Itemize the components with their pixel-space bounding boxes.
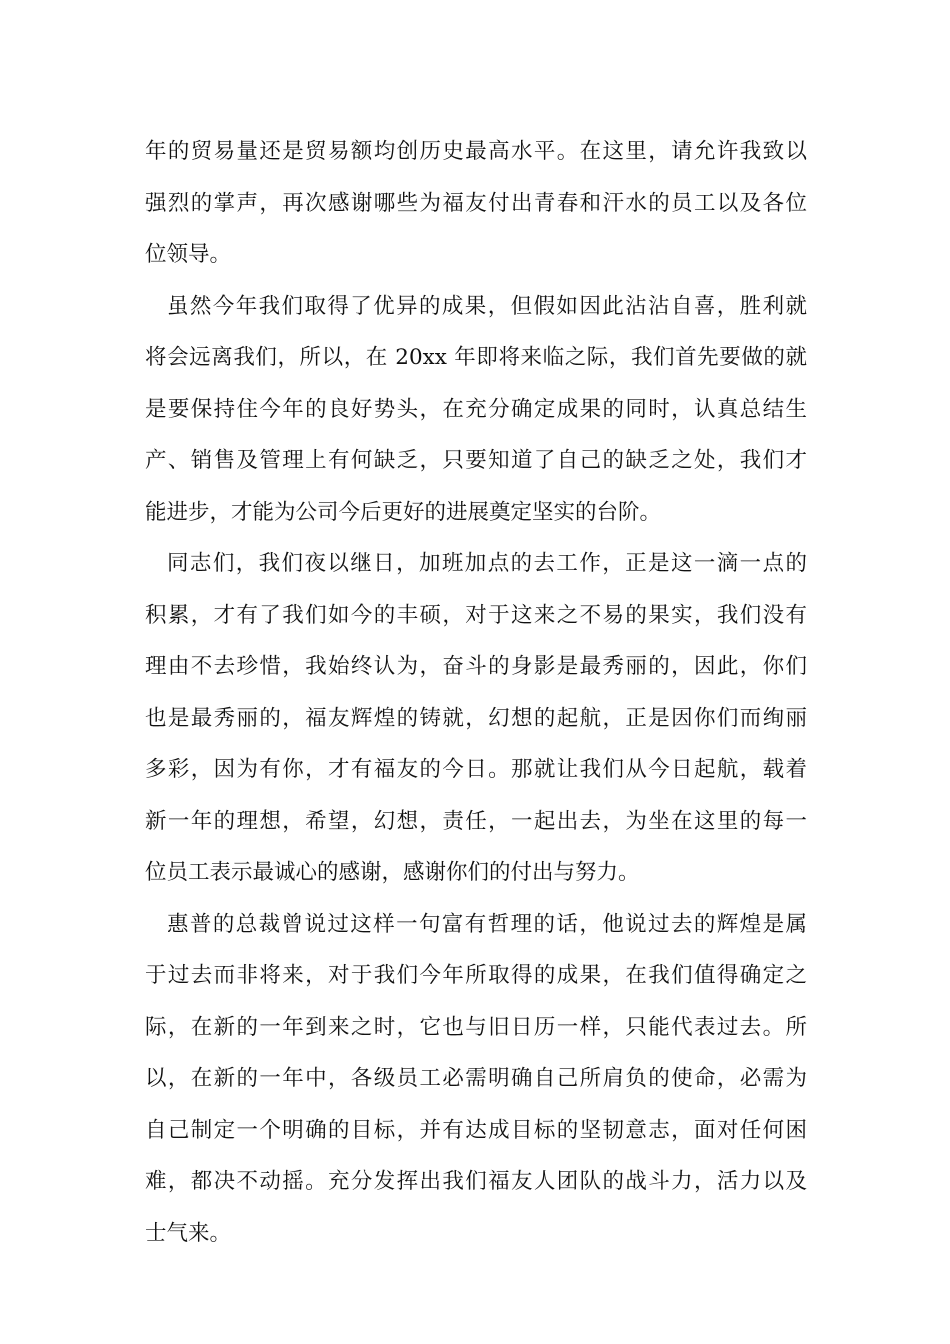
text-line: 际，在新的一年到来之时，它也与旧日历一样，只能代表过去。所 bbox=[145, 1014, 807, 1040]
text-line: 位员工表示最诚心的感谢，感谢你们的付出与努力。 bbox=[145, 860, 640, 885]
text-line: 也是最秀丽的，福友辉煌的铸就，幻想的起航，正是因你们而绚丽 bbox=[145, 705, 807, 731]
text-line: 积累，才有了我们如今的丰硕，对于这来之不易的果实，我们没有 bbox=[145, 602, 807, 628]
paragraph bbox=[145, 126, 807, 281]
paragraph bbox=[145, 281, 807, 539]
text-line: 位领导。 bbox=[145, 242, 232, 267]
text-line: 难，都决不动摇。充分发挥出我们福友人团队的战斗力，活力以及 bbox=[145, 1169, 807, 1194]
paragraph bbox=[145, 538, 807, 899]
text-line: 新一年的理想，希望，幻想，责任，一起出去，为坐在这里的每一 bbox=[145, 808, 807, 834]
text-line: 是要保持住今年的良好势头，在充分确定成果的同时，认真总结生 bbox=[145, 396, 807, 422]
text-line: 产、销售及管理上有何缺乏，只要知道了自己的缺乏之处，我们才 bbox=[145, 448, 807, 473]
text-line: 强烈的掌声，再次感谢哪些为福友付出青春和汗水的员工以及各位 bbox=[145, 190, 807, 216]
text-line: 惠普的总裁曾说过这样一句富有哲理的话，他说过去的辉煌是属 bbox=[167, 911, 807, 937]
text-line: 虽然今年我们取得了优异的成果，但假如因此沾沾自喜，胜利就 bbox=[167, 293, 807, 319]
text-line: 士气来。 bbox=[145, 1220, 232, 1246]
paragraph bbox=[145, 899, 807, 1260]
document-body bbox=[145, 126, 807, 1259]
text-line: 于过去而非将来，对于我们今年所取得的成果，在我们值得确定之 bbox=[145, 963, 807, 988]
text-line: 将会远离我们，所以，在 20xx 年即将来临之际，我们首先要做的就 bbox=[145, 345, 807, 370]
text-line: 同志们，我们夜以继日，加班加点的去工作，正是这一滴一点的 bbox=[167, 551, 807, 576]
text-line: 自己制定一个明确的目标，并有达成目标的坚韧意志，面对任何困 bbox=[145, 1117, 807, 1143]
text-line: 能进步，才能为公司今后更好的进展奠定坚实的台阶。 bbox=[145, 499, 662, 525]
text-line: 年的贸易量还是贸易额均创历史最高水平。在这里，请允许我致以 bbox=[145, 139, 807, 164]
text-line: 理由不去珍惜，我始终认为，奋斗的身影是最秀丽的，因此，你们 bbox=[145, 654, 807, 679]
text-line: 以，在新的一年中，各级员工必需明确自己所肩负的使命，必需为 bbox=[145, 1066, 807, 1091]
text-line: 多彩，因为有你，才有福友的今日。那就让我们从今日起航，载着 bbox=[145, 757, 807, 782]
